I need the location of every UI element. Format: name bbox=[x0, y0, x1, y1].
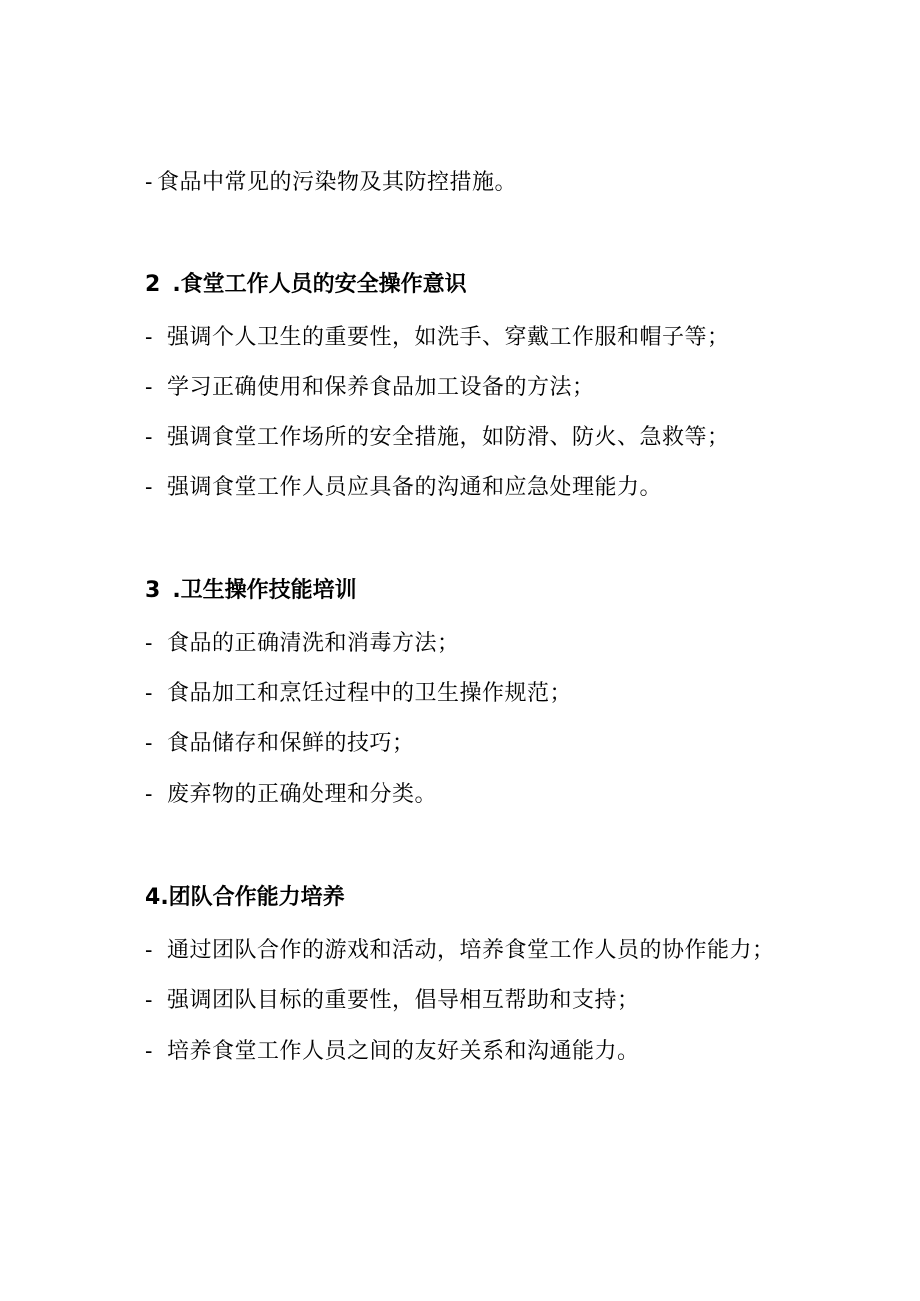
bullet-dash: - bbox=[145, 988, 153, 1013]
bullet-dash: - bbox=[145, 425, 153, 450]
section-number: 2 bbox=[145, 272, 161, 297]
section-heading-4 bbox=[145, 883, 345, 913]
list-item-text: 强调个人卫生的重要性，如洗手、穿戴工作服和帽子等； bbox=[167, 325, 730, 350]
section-number: 3 bbox=[145, 578, 161, 603]
list-item-text: 强调食堂工作场所的安全措施，如防滑、防火、急救等； bbox=[167, 425, 730, 450]
list-item-text: 强调食堂工作人员应具备的沟通和应急处理能力。 bbox=[167, 475, 663, 500]
list-item-text: 强调团队目标的重要性，倡导相互帮助和支持； bbox=[167, 988, 640, 1013]
intro-dash: - bbox=[145, 170, 153, 195]
list-item bbox=[145, 473, 662, 503]
list-item bbox=[145, 373, 595, 403]
bullet-dash: - bbox=[145, 681, 153, 706]
list-item-text: 食品储存和保鲜的技巧； bbox=[167, 731, 415, 756]
bullet-dash: - bbox=[145, 631, 153, 656]
list-item-text: 培养食堂工作人员之间的友好关系和沟通能力。 bbox=[167, 1039, 640, 1064]
bullet-dash: - bbox=[145, 1039, 153, 1064]
list-item-text: 食品加工和烹饪过程中的卫生操作规范； bbox=[167, 681, 573, 706]
list-item-text: 食品的正确清洗和消毒方法； bbox=[167, 631, 460, 656]
list-item-text: 废弃物的正确处理和分类。 bbox=[167, 782, 438, 807]
list-item bbox=[145, 629, 460, 659]
bullet-dash: - bbox=[145, 731, 153, 756]
list-item bbox=[145, 780, 437, 810]
list-item bbox=[145, 729, 415, 759]
section-heading-2 bbox=[145, 270, 467, 300]
bullet-dash: - bbox=[145, 375, 153, 400]
list-item bbox=[145, 423, 730, 453]
bullet-dash: - bbox=[145, 325, 153, 350]
list-item bbox=[145, 986, 640, 1016]
list-item bbox=[145, 679, 572, 709]
section-title: .卫生操作技能培训 bbox=[172, 578, 357, 603]
intro-line bbox=[145, 168, 517, 198]
list-item bbox=[145, 1037, 640, 1067]
list-item bbox=[145, 936, 775, 966]
list-item-text: 通过团队合作的游戏和活动，培养食堂工作人员的协作能力； bbox=[167, 938, 775, 963]
section-title: .食堂工作人员的安全操作意识 bbox=[172, 272, 467, 297]
bullet-dash: - bbox=[145, 475, 153, 500]
list-item bbox=[145, 323, 730, 353]
bullet-dash: - bbox=[145, 782, 153, 807]
section-heading-3 bbox=[145, 576, 357, 606]
bullet-dash: - bbox=[145, 938, 153, 963]
list-item-text: 学习正确使用和保养食品加工设备的方法； bbox=[167, 375, 595, 400]
intro-text: 食品中常见的污染物及其防控措施。 bbox=[157, 170, 518, 195]
section-number: 4 bbox=[145, 885, 161, 910]
section-title: .团队合作能力培养 bbox=[160, 885, 345, 910]
